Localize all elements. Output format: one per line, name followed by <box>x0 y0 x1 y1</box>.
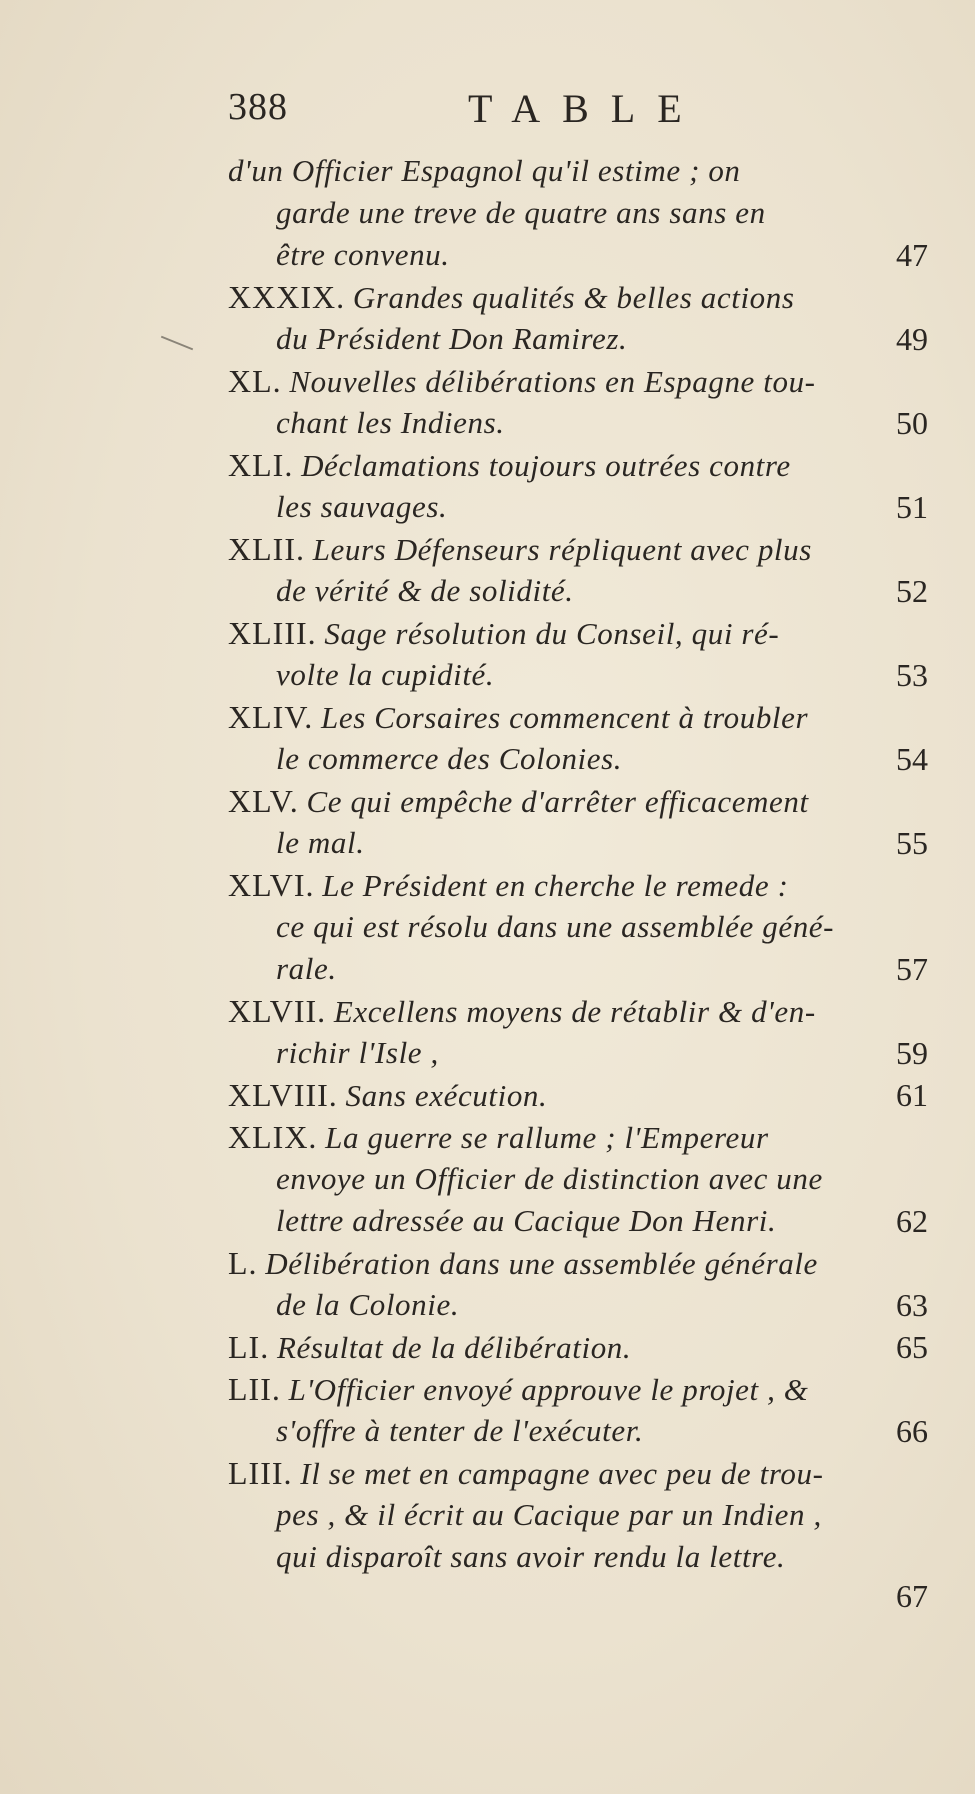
entry-text: L'Officier envoyé approuve le projet , & <box>288 1372 809 1407</box>
page-header <box>228 85 928 145</box>
entry-text: Il se met en campagne avec peu de trou- <box>300 1456 824 1491</box>
toc-entry <box>228 528 928 612</box>
entry-page-ref: 49 <box>896 321 928 357</box>
toc-entry <box>228 1116 928 1242</box>
entry-text: La guerre se rallume ; l'Empereur <box>325 1120 769 1155</box>
entry-text: lettre adressée au Cacique Don Henri. <box>276 1203 777 1238</box>
chapter-number: LII. <box>228 1371 281 1407</box>
entry-text: le mal. <box>276 825 365 860</box>
chapter-number: XLIX. <box>228 1119 318 1155</box>
entry-text: ce qui est résolu dans une assemblée géné- <box>276 909 835 944</box>
entry-text: Les Corsaires commencent à troubler <box>321 700 809 735</box>
entry-text: du Président Don Ramirez. <box>276 321 628 356</box>
entry-page-ref: 62 <box>896 1203 928 1239</box>
entry-text: les sauvages. <box>276 489 448 524</box>
toc-entry <box>228 1074 928 1116</box>
chapter-number: L. <box>228 1245 258 1281</box>
toc-entry <box>228 864 928 990</box>
entry-page-ref: 50 <box>896 405 928 441</box>
chapter-number: XLVI. <box>228 867 315 903</box>
toc-entry <box>228 276 928 360</box>
chapter-number: XXXIX. <box>228 279 346 315</box>
chapter-number: XLVII. <box>228 993 327 1029</box>
entry-text: de la Colonie. <box>276 1287 460 1322</box>
toc-entry <box>228 360 928 444</box>
toc-entry <box>228 612 928 696</box>
entry-page-ref: 51 <box>896 489 928 525</box>
entry-page-ref: 55 <box>896 825 928 861</box>
entry-text: Grandes qualités & belles actions <box>352 280 795 315</box>
chapter-number: LIII. <box>228 1455 293 1491</box>
entry-text: être convenu. <box>276 237 450 272</box>
entry-page-ref: 66 <box>896 1413 928 1449</box>
entry-page-ref: 47 <box>896 237 928 273</box>
table-of-contents <box>228 150 928 1620</box>
entry-text: Résultat de la délibération. <box>276 1330 632 1365</box>
entry-text: garde une treve de quatre ans sans en <box>276 195 766 230</box>
entry-text: volte la cupidité. <box>276 657 495 692</box>
entry-page-ref: 52 <box>896 573 928 609</box>
toc-entry <box>228 990 928 1074</box>
entry-text: Sans exécution. <box>345 1078 548 1113</box>
entry-text: Délibération dans une assemblée générale <box>265 1246 818 1281</box>
entry-text: Nouvelles délibérations en Espagne tou- <box>289 364 816 399</box>
entry-text: envoye un Officier de distinction avec une <box>276 1161 823 1196</box>
entry-page-ref: 67 <box>896 1578 928 1614</box>
entry-text: Le Président en cherche le remede : <box>322 868 789 903</box>
entry-text: qui disparoît sans avoir rendu la lettre. <box>276 1539 786 1574</box>
chapter-number: LI. <box>228 1329 270 1365</box>
entry-page-ref: 57 <box>896 951 928 987</box>
entry-text: Leurs Défenseurs répliquent avec plus <box>312 532 812 567</box>
entry-page-ref: 59 <box>896 1035 928 1071</box>
chapter-number: XLVIII. <box>228 1077 338 1113</box>
toc-entry <box>228 150 928 276</box>
chapter-number: XLIV. <box>228 699 314 735</box>
chapter-number: XL. <box>228 363 282 399</box>
chapter-number: XLII. <box>228 531 305 567</box>
entry-page-ref: 65 <box>896 1329 928 1365</box>
entry-page-ref: 54 <box>896 741 928 777</box>
page-number: 388 <box>228 86 288 128</box>
entry-page-ref: 61 <box>896 1077 928 1113</box>
toc-entry <box>228 1242 928 1326</box>
entry-text: chant les Indiens. <box>276 405 505 440</box>
toc-entry <box>228 444 928 528</box>
running-title: TABLE <box>468 86 704 131</box>
entry-text: s'offre à tenter de l'exécuter. <box>276 1413 644 1448</box>
entry-text: rale. <box>276 951 337 986</box>
entry-text: d'un Officier Espagnol qu'il estime ; on <box>228 153 741 188</box>
entry-text: Sage résolution du Conseil, qui ré- <box>324 616 780 651</box>
entry-text: Excellens moyens de rétablir & d'en- <box>333 994 816 1029</box>
toc-entry <box>228 1326 928 1368</box>
margin-mark <box>161 336 193 351</box>
toc-entry <box>228 1452 928 1620</box>
toc-entry <box>228 1368 928 1452</box>
chapter-number: XLIII. <box>228 615 317 651</box>
entry-text: Déclamations toujours outrées contre <box>301 448 791 483</box>
chapter-number: XLV. <box>228 783 299 819</box>
entry-text: le commerce des Colonies. <box>276 741 623 776</box>
toc-entry <box>228 696 928 780</box>
entry-page-ref: 63 <box>896 1287 928 1323</box>
entry-text: pes , & il écrit au Cacique par un Indien , <box>276 1497 822 1532</box>
entry-text: richir l'Isle , <box>276 1035 439 1070</box>
toc-entry <box>228 780 928 864</box>
entry-page-ref: 53 <box>896 657 928 693</box>
chapter-number: XLI. <box>228 447 294 483</box>
entry-text: de vérité & de solidité. <box>276 573 574 608</box>
entry-text: Ce qui empêche d'arrêter efficacement <box>306 784 809 819</box>
